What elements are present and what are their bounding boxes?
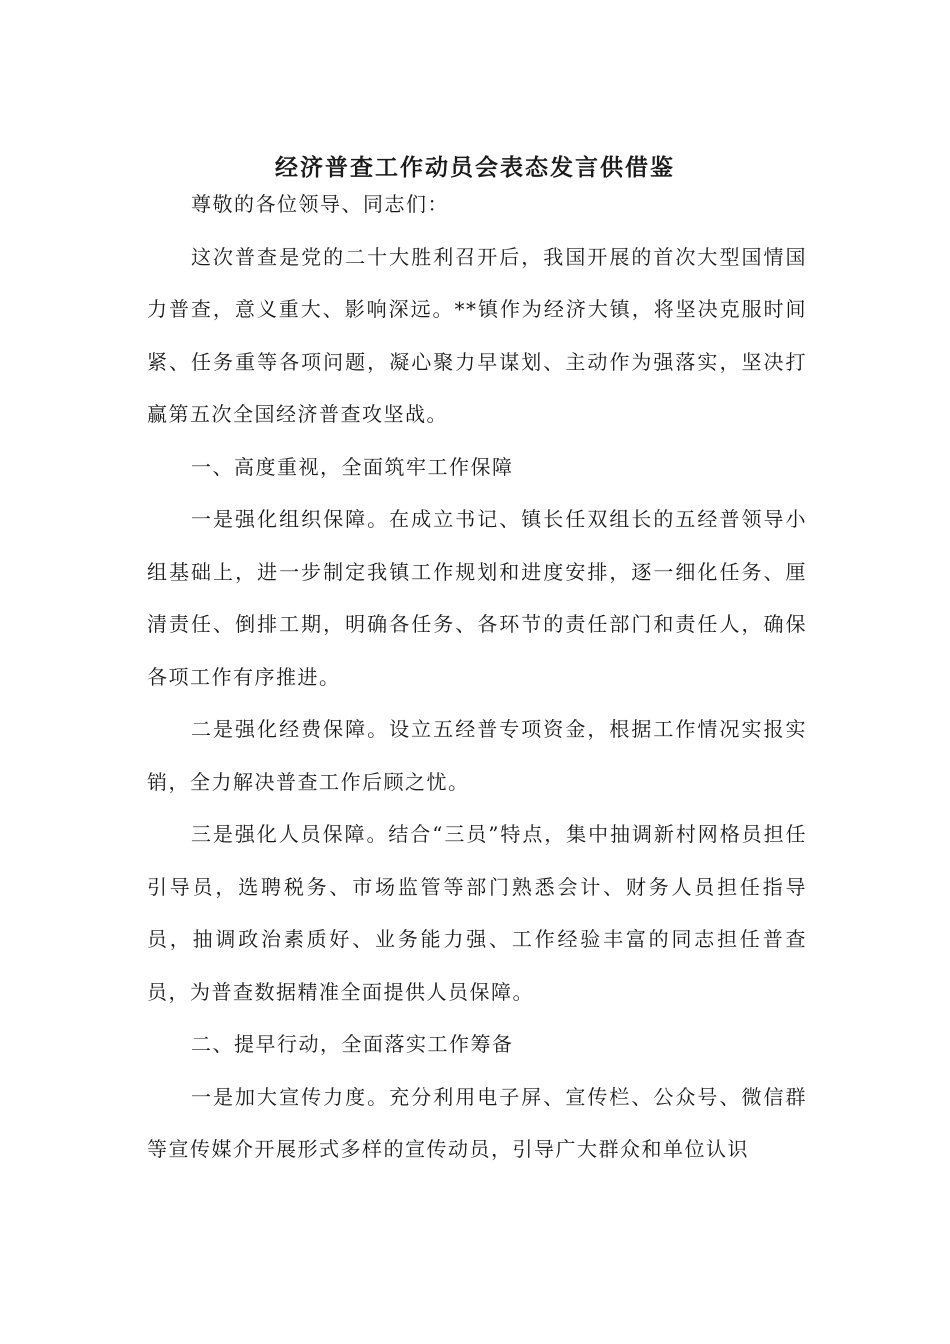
document-body (147, 178, 807, 1176)
section-heading-1: 一、高度重视，全面筑牢工作保障 (191, 454, 514, 479)
paragraph-publicity: 一是加大宣传力度。充分利用电子屏、宣传栏、公众号、微信群等宣传媒介开展形式多样的宣传动员，引导广大群众和单位认识 (147, 1084, 807, 1161)
paragraph-funding-guarantee: 二是强化经费保障。设立五经普专项资金，根据工作情况实报实销，全力解决普查工作后顾之忧。 (147, 717, 807, 794)
section-heading-2: 二、提早行动，全面落实工作筹备 (191, 1032, 514, 1056)
document-title: 经济普查工作动员会表态发言供借鉴 (275, 154, 675, 181)
salutation: 尊敬的各位领导、同志们： (191, 192, 449, 216)
paragraph-personnel-guarantee: 三是强化人员保障。结合“三员”特点，集中抽调新村网格员担任引导员，选聘税务、市场监管等部门熟悉会计、财务人员担任指导员，抽调政治素质好、业务能力强、工作经验丰富的同志担任普查员，为普查数据精准全面提供人员保障。 (147, 822, 807, 1004)
paragraph-organization-guarantee: 一是强化组织保障。在成立书记、镇长任双组长的五经普领导小组基础上，进一步制定我镇工作规划和进度安排，逐一细化任务、厘清责任、倒排工期，明确各任务、各环节的责任部门和责任人，确保各项工作有序推进。 (147, 507, 807, 689)
intro-paragraph: 这次普查是党的二十大胜利召开后，我国开展的首次大型国情国力普查，意义重大、影响深远。**镇作为经济大镇，将坚决克服时间紧、任务重等各项问题，凝心聚力早谋划、主动作为强落实，坚决打赢第五次全国经济普查攻坚战。 (147, 244, 807, 426)
